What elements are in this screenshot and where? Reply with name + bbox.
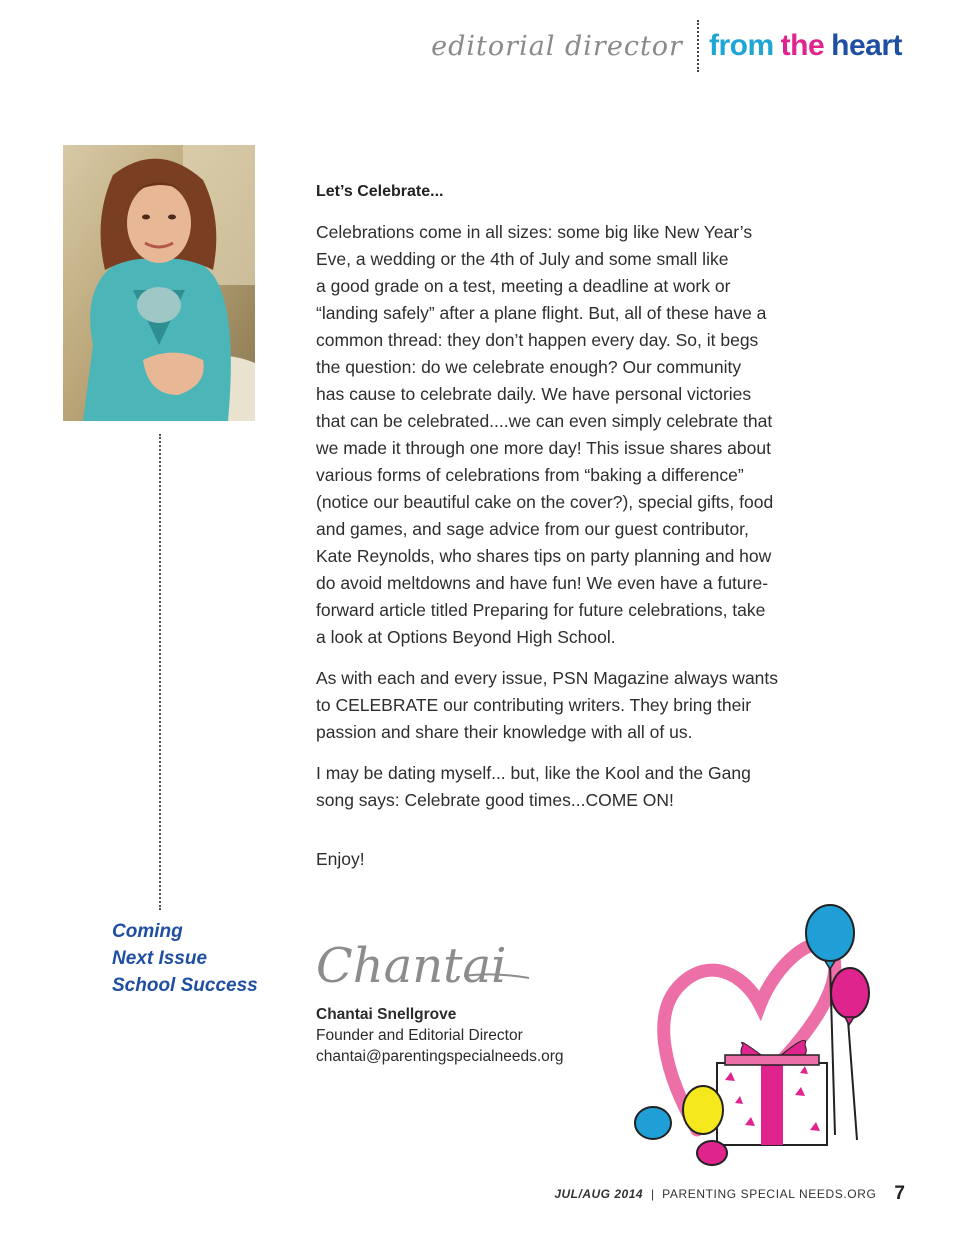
header-title-heart: heart bbox=[831, 29, 902, 62]
author-name: Chantai Snellgrove bbox=[316, 1006, 457, 1023]
author-photo bbox=[63, 145, 255, 421]
page-footer bbox=[554, 1183, 905, 1205]
balloon-yellow bbox=[683, 1086, 723, 1134]
coming-label: Coming bbox=[112, 921, 183, 942]
letter-paragraph: As with each and every issue, PSN Magazine always wants to CELEBRATE our contributing writers. They bring their passion and share their knowledge with all of us. bbox=[316, 668, 779, 742]
site-name: PARENTING SPECIAL NEEDS.ORG bbox=[662, 1187, 877, 1201]
section-label: editorial director bbox=[431, 30, 683, 62]
header-title-the: the bbox=[780, 29, 825, 62]
gift-box bbox=[717, 1040, 827, 1145]
editorial-letter bbox=[316, 178, 816, 887]
signature-block bbox=[316, 1004, 564, 1067]
balloon-small-magenta bbox=[697, 1141, 727, 1165]
balloon-small-blue bbox=[635, 1107, 671, 1139]
letter-title: Let’s Celebrate... bbox=[316, 183, 444, 200]
coming-next-issue bbox=[112, 918, 312, 999]
letter-paragraph: I may be dating myself... but, like the Kool and the Gang song says: Celebrate good times...COME ON! bbox=[316, 763, 751, 810]
author-email[interactable]: chantai@parentingspecialneeds.org bbox=[316, 1048, 564, 1065]
letter-paragraph: Celebrations come in all sizes: some big like New Year’s Eve, a wedding or the 4th of July and some small like a good grade on a test, meeting a deadline at work or “landing safely” after a plane flight. But, all of these have a common thread: they don’t happen every day. So, it begs the question: do we celebrate enough? Our community has cause to celebrate daily. We have personal victories that can be celebrated....we can even simply celebrate that we made it through one more day! This issue shares about various forms of celebrations from “baking a difference” (notice our beautiful cake on the cover?), special gifts, food and games, and sage advice from our guest contributor, Kate Reynolds, who shares tips on party planning and how do avoid meltdowns and have fun! We even have a future- forward article titled Preparing for future celebrations, take a look at Options Beyond High School. bbox=[316, 222, 774, 647]
svg-text:Chantai: Chantai bbox=[316, 938, 507, 994]
header-title-from: from bbox=[708, 29, 774, 62]
issue-date: JUL/AUG 2014 bbox=[554, 1187, 644, 1201]
balloon-magenta bbox=[831, 968, 869, 1025]
celebration-illustration bbox=[625, 895, 885, 1175]
letter-closing: Enjoy! bbox=[316, 849, 365, 869]
sidebar-dotted-rule bbox=[159, 434, 161, 910]
handwritten-signature bbox=[314, 932, 544, 994]
next-issue-topic: School Success bbox=[112, 975, 258, 996]
author-role: Founder and Editorial Director bbox=[316, 1027, 523, 1044]
balloon-blue bbox=[806, 905, 854, 969]
header-divider bbox=[697, 20, 699, 72]
next-issue-label: Next Issue bbox=[112, 948, 208, 969]
page-number: 7 bbox=[894, 1183, 905, 1204]
footer-separator: | bbox=[651, 1187, 655, 1201]
page-header bbox=[431, 20, 902, 72]
